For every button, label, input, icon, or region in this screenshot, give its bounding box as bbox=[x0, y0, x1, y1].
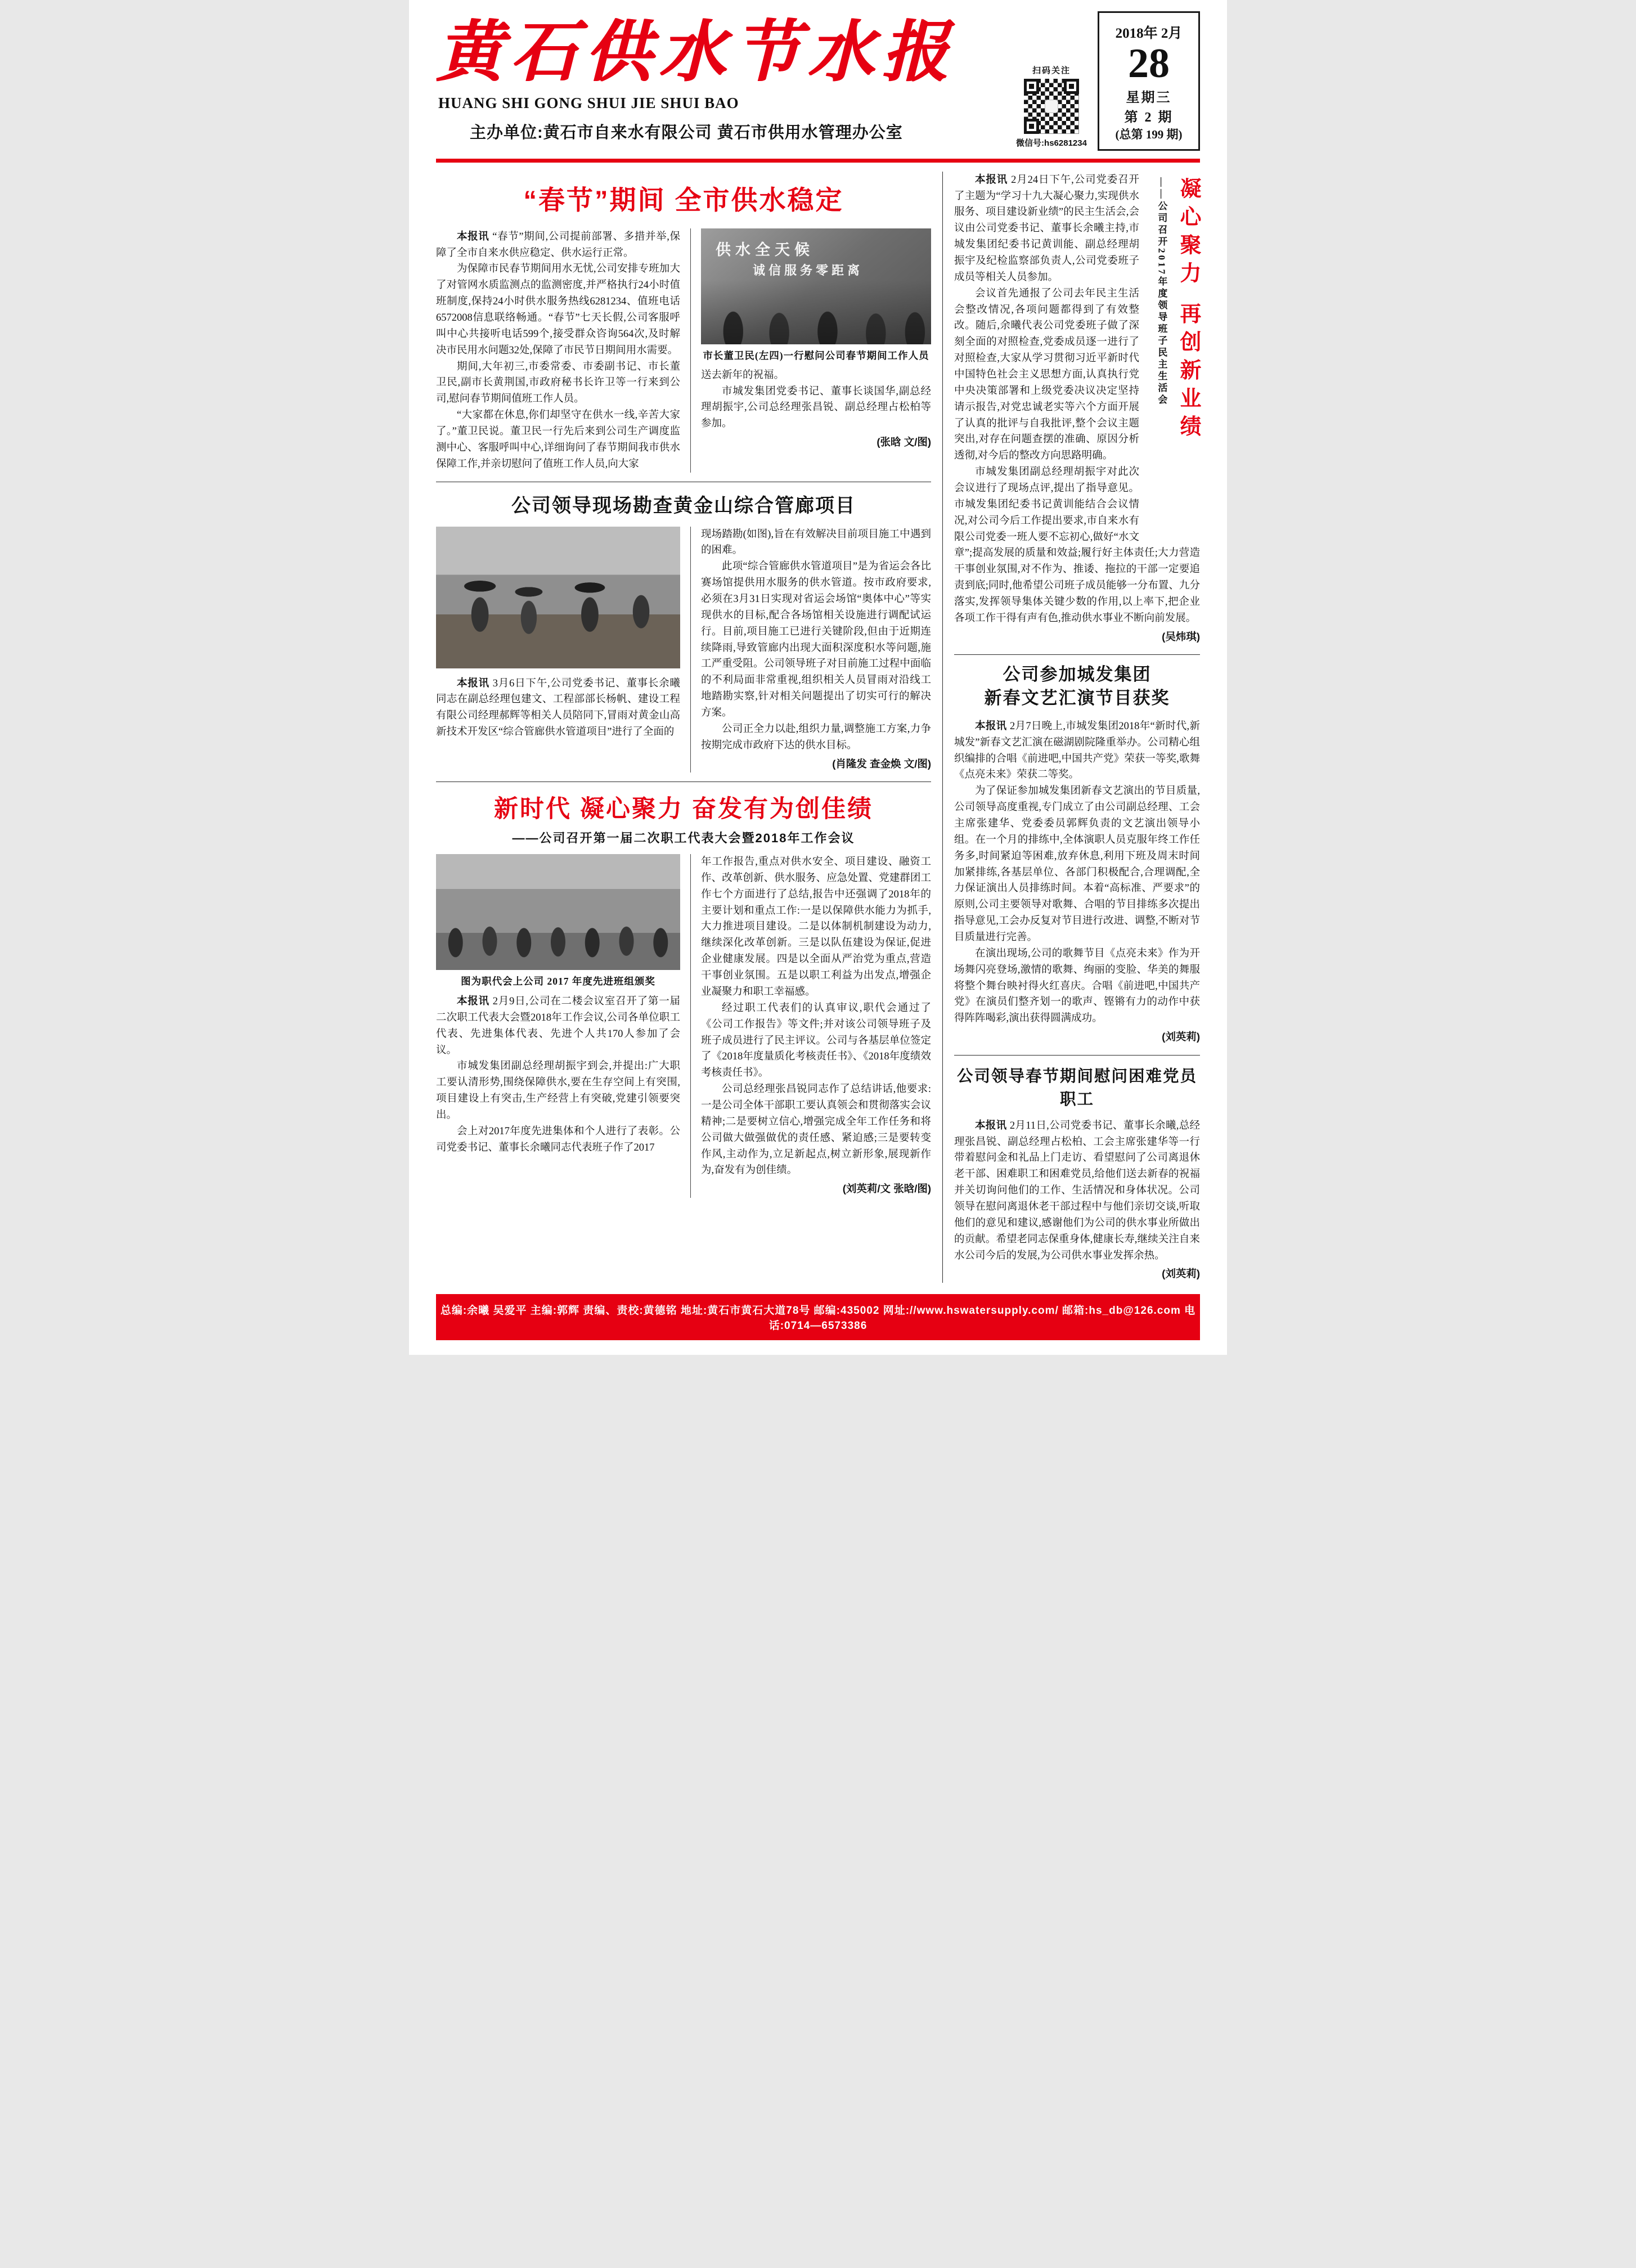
paragraph: 经过职工代表们的认真审议,职代会通过了《公司工作报告》等文件;并对该公司领导班子及班子成员进行了民主评议。公司与各基层单位签定了《2018年度量质化考核责任书》、《2018年度绩效考核责任书》。 bbox=[701, 1002, 931, 1079]
section-divider bbox=[954, 654, 1200, 655]
paragraph: 2月7日晚上,市城发集团2018年“新时代,新城发”新春文艺汇演在磁湖剧院隆重举办。公司精心组织编排的合唱《前进吧,中国共产党》荣获一等奖,歌舞《点亮未来》荣获二等奖。 bbox=[954, 720, 1201, 781]
paragraph: 2月24日下午,公司党委召开了主题为“学习十九大凝心聚力,实现供水服务、项目建设新业绩”的民主生活会,会议由公司党委书记、董事长余曦主持,市城发集团纪委书记黄训能、副总经理胡振宇及纪检监察部负责人,公司党委班子成员等相关人员参加。 bbox=[954, 174, 1139, 283]
dateline-label: 本报讯 bbox=[457, 676, 493, 689]
paragraph: 为保障市民春节期间用水无忧,公司安排专班加大了对管网水质监测点的监测密度,并严格执行24小时值班制度,保持24小时供水服务热线6281234、值班电话6572008信息联络畅通。“春节”七天长假,公司客服呼叫中心共接听电话599个,接受群众咨询564次,及时解决市民用水问题32处,保障了市民节日期间用水需要。 bbox=[436, 263, 680, 356]
byline: (肖隆发 查金焕 文/图) bbox=[832, 757, 931, 770]
article-headline: 公司领导现场勘查黄金山综合管廊项目 bbox=[511, 495, 856, 517]
paragraph: 3月6日下午,公司党委书记、董事长余曦同志在副总经理包建文、工程部部长杨帆、建设工程有限公司经理郝辉等相关人员陪同下,冒雨对黄金山高新技术开发区“综合管廊供水管道项目”进行了全面的 bbox=[436, 677, 680, 738]
paragraph: 送去新年的祝福。 bbox=[701, 369, 785, 381]
news-photo-site-survey bbox=[436, 527, 680, 668]
paragraph: 市城发集团副总经理胡振宇对此次会议进行了现场点评,提出了指导意见。市城发集团纪委书记黄训能结合会议情况,对公司今后工作提出要求,市自来水有限公司党委一班人要不忘初心,做好“水文章”;提高发展的质量和效益;履行好主体责任;大力营造干事创业氛围,对不作为、推诿、拖拉的干部一定要追责到底;同时,他希望公司班子成员能够一分布置、九分落实,发挥领导集体关键少数的作用,以上率下,把企业各项工作干得有声有色,推动供水事业不断向前发展。 bbox=[954, 466, 1200, 624]
paragraph: 市城发集团副总经理胡振宇到会,并提出:广大职工要认清形势,围绕保障供水,要在生存空间上有突围,项目建设上有突击,生产经营上有突破,党建引领要突出。 bbox=[436, 1061, 680, 1121]
paper-title: 黄石供水节水报 bbox=[436, 12, 956, 91]
photo-wall-slogan: 供水全天候 bbox=[716, 241, 814, 258]
paragraph: 会上对2017年度先进集体和个人进行了表彰。公司党委书记、董事长余曦同志代表班子作了2017 bbox=[436, 1125, 680, 1153]
byline: (刘英莉) bbox=[1162, 1268, 1200, 1280]
date-day: 28 bbox=[1128, 41, 1170, 87]
qr-code-icon bbox=[1024, 79, 1079, 134]
left-column-area bbox=[436, 172, 942, 1283]
paragraph: 公司正全力以赴,组织力量,调整施工方案,力争按期完成市政府下达的供水目标。 bbox=[701, 723, 931, 751]
article-headline bbox=[954, 663, 1200, 710]
vertical-headline-block bbox=[1146, 172, 1200, 532]
dateline-label: 本报讯 bbox=[457, 995, 493, 1007]
paragraph: 市城发集团党委书记、董事长谈国华,副总经理胡振宇,公司总经理张昌锐、副总经理占松柏等参加。 bbox=[701, 385, 931, 430]
headline-line: 新春文艺汇演节目获奖 bbox=[984, 688, 1170, 708]
article-photo-column bbox=[436, 854, 690, 1198]
date-weekday: 星期三 bbox=[1126, 90, 1172, 105]
photo-caption: 图为职代会上公司 2017 年度先进班组颁奖 bbox=[461, 976, 655, 987]
article-text-column bbox=[690, 854, 931, 1198]
masthead bbox=[436, 11, 1200, 151]
dateline-label: 本报讯 bbox=[975, 719, 1010, 731]
dateline-label: 本报讯 bbox=[975, 173, 1012, 185]
article-text-column bbox=[690, 527, 931, 773]
byline: (刘英莉) bbox=[1162, 1031, 1200, 1043]
paragraph: 在演出现场,公司的歌舞节目《点亮未来》作为开场舞闪亮登场,激情的歌舞、绚丽的变脸、华美的舞服将整个舞台映衬得火红喜庆。合唱《前进吧,中国共产党》在演员们整齐划一的歌声、铿锵有力的动作中获得阵阵喝彩,演出获得圆满成功。 bbox=[954, 947, 1200, 1025]
date-box bbox=[1098, 11, 1200, 151]
dateline-label: 本报讯 bbox=[457, 230, 493, 242]
byline: (张晗 文/图) bbox=[877, 436, 931, 448]
date-year-month: 2018年 2月 bbox=[1115, 26, 1183, 41]
paragraph: 2月9日,公司在二楼会议室召开了第一届二次职工代表大会暨2018年工作会议,公司各单位职工代表、先进集体代表、先进个人共170人参加了会议。 bbox=[436, 996, 680, 1056]
byline: (吴炜琪) bbox=[1162, 630, 1200, 643]
paragraph: 年工作报告,重点对供水安全、项目建设、融资工作、改革创新、供水服务、应急处置、党建群团工作七个方面进行了总结,报告中还强调了2018年的主要计划和重点工作:一是以保障供水能力为抓手,大力推进项目建设。二是以体制机制建设为动力,继续深化改革创新。三是以队伍建设为保证,促进企业健康发展。四是以全面从严治党为重点,营造干事创业氛围。五是以职工利益为出发点,增强企业凝聚力和职工幸福感。 bbox=[701, 856, 931, 998]
imprint-footer-bar: 总编:余曦 吴爱平 主编:郭辉 责编、责校:黄德铭 地址:黄石市黄石大道78号 邮编:435002 网址://www.hswatersupply.com/ 邮箱:hs_db@126.com 电话:0714—6573386 bbox=[436, 1294, 1200, 1340]
qr-block bbox=[1014, 11, 1089, 151]
paragraph: 2月11日,公司党委书记、董事长余曦,总经理张昌锐、副总经理占松柏、工会主席张建华等一行带着慰问金和礼品上门走访、看望慰问了公司离退休老干部、困难职工和困难党员,给他们送去新春的祝福并关切询问他们的工作、生活情况和身体状况。公司领导在慰问离退休老干部过程中与他们亲切交谈,听取他们的意见和建议,感谢他们为公司的供水事业所做出的贡献。希望老同志保重身体,健康长寿,继续关注自来水公司今后的发展,为公司供水事业发挥余热。 bbox=[954, 1120, 1200, 1261]
right-column-area bbox=[942, 172, 1200, 1283]
paragraph: 此项“综合管廊供水管道项目”是为省运会各比赛场馆提供用水服务的供水管道。按市政府要求,必须在3月31日实现对省运会场馆“奥体中心”等实现供水的目标,配合各场馆相关设施进行调配试运行。目前,项目施工已进行关键阶段,但由于近期连续降雨,导致管廊内出现大面积深度积水等问题,施工严重受阻。公司领导班子对目前施工过程中面临的不利局面非常重视,组织相关人员冒雨对沿线工地踏勘实察,针对相关问题提出了切实可行的解决方案。 bbox=[701, 561, 931, 719]
total-issue-number: (总第 199 期) bbox=[1115, 127, 1183, 141]
article-spring-festival bbox=[436, 179, 931, 473]
news-photo-award-ceremony bbox=[436, 854, 680, 970]
byline: (刘英莉/文 张晗/图) bbox=[842, 1183, 931, 1195]
photo-wall-slogan: 诚信服务零距离 bbox=[753, 263, 864, 277]
article-subtitle: ——公司召开第一届二次职工代表大会暨2018年工作会议 bbox=[512, 831, 855, 846]
issue-number: 第 2 期 bbox=[1124, 110, 1174, 125]
article-headline: “春节”期间 全市供水稳定 bbox=[523, 185, 844, 215]
headline-line: 公司参加城发集团 bbox=[1003, 664, 1152, 685]
paragraph: 会议首先通报了公司去年民主生活会整改情况,各项问题都得到了有效整改。随后,余曦代表公司党委班子做了深刻全面的对照检查,党委成员逐一进行了对照检查,大家从学习贯彻习近平新时代中国特色社会主义思想方面,认真执行党中央决策部署和上级党委决议决定坚持请示报告,对党忠诚老实等六个方面开展了认真的批评与自我批评,整个会议主题突出,对存在问题查摆的准确、原因分析透彻,对今后的整改方向思路明确。 bbox=[954, 288, 1139, 462]
qr-scan-label: 扫码关注 bbox=[1032, 65, 1071, 75]
article-workers-congress bbox=[436, 790, 931, 1198]
paragraph: “春节”期间,公司提前部署、多措并举,保障了全市自来水供应稳定、供水运行正常。 bbox=[436, 231, 680, 259]
vertical-headline: 凝心聚力 再创新业绩 bbox=[1176, 177, 1200, 443]
photo-caption: 市长董卫民(左四)一行慰问公司春节期间工作人员 bbox=[703, 349, 929, 361]
news-photo-visit bbox=[701, 228, 931, 344]
wechat-id-label: 微信号:hs6281234 bbox=[1016, 138, 1087, 148]
paragraph: “大家都在休息,你们却坚守在供水一线,辛苦大家了。”董卫民说。董卫民一行先后来到公司生产调度监测中心、客服呼叫中心,详细询问了春节期间我市供水保障工作,并亲切慰问了值班工作人员,向大家 bbox=[436, 410, 680, 470]
article-pipeline-survey bbox=[436, 490, 931, 773]
paragraph: 期间,大年初三,市委常委、市委副书记、市长董卫民,副市长黄荆国,市政府秘书长许卫等一行来到公司,慰问春节期间值班工作人员。 bbox=[436, 361, 680, 405]
paragraph: 现场踏勘(如图),旨在有效解决目前项目施工中遇到的困难。 bbox=[701, 528, 931, 556]
article-text-column bbox=[436, 228, 690, 473]
paragraph: 公司总经理张昌锐同志作了总结讲话,他要求:一是公司全体干部职工要认真领会和贯彻落实会议精神;二是要树立信心,增强完成全年工作任务和将公司做大做强做优的责任感、紧迫感;三是要转变作风,主动作为,立足新起点,树立新形象,展现新作为,奋发有为创佳绩。 bbox=[701, 1084, 931, 1176]
main-content bbox=[436, 172, 1200, 1283]
paper-title-pinyin: HUANG SHI GONG SHUI JIE SHUI BAO bbox=[438, 95, 739, 112]
article-holiday-condolences bbox=[954, 1063, 1200, 1283]
newspaper-page bbox=[409, 0, 1227, 1355]
article-headline: 公司领导春节期间慰问困难党员职工 bbox=[956, 1067, 1197, 1108]
vertical-subtitle: ——公司召开2017年度领导班子民主生活会 bbox=[1156, 177, 1167, 406]
article-photo-column bbox=[436, 527, 690, 773]
article-democratic-life-meeting bbox=[954, 172, 1200, 646]
dateline-label: 本报讯 bbox=[975, 1119, 1010, 1131]
article-gala-awards bbox=[954, 663, 1200, 1045]
masthead-divider bbox=[436, 159, 1200, 163]
masthead-title-block bbox=[436, 11, 1014, 151]
organizer-line: 主办单位:黄石市自来水有限公司 黄石市供用水管理办公室 bbox=[470, 124, 903, 142]
article-headline: 新时代 凝心聚力 奋发有为创佳绩 bbox=[494, 796, 873, 823]
section-divider bbox=[954, 1055, 1200, 1056]
paragraph: 为了保证参加城发集团新春文艺演出的节目质量,公司领导高度重视,专门成立了由公司副总经理、工会主席张建华、党委委员郭辉负责的文艺演出领导小组。在一个月的排练中,全体演职人员克服年终工作任务多,时间紧迫等困难,放弃休息,利用下班及周末时间加紧排练,各基层单位、各部门积极配合,合理调配,全力保证演出人员排练时间。本着“高标准、严要求”的原则,公司主要领导对歌舞、合唱的节目排练多次提出指导意见,工会办反复对节目进行改进、调整,不断对节目质量进行完善。 bbox=[954, 785, 1200, 944]
article-photo-column bbox=[690, 228, 931, 473]
